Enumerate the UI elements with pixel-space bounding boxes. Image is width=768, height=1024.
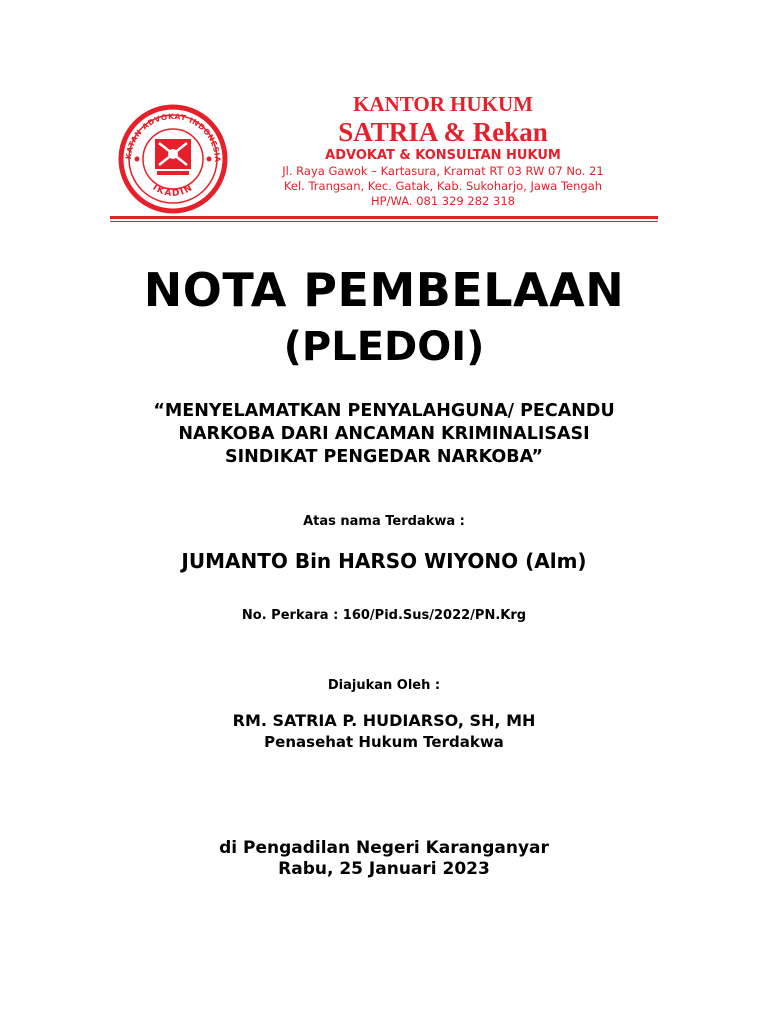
lawyer-name: RM. SATRIA P. HUDIARSO, SH, MH <box>232 711 536 730</box>
document-subtitle: (PLEDOI) <box>283 324 485 370</box>
firm-name: SATRIA & Rekan <box>338 117 548 147</box>
defendant-label: Atas nama Terdakwa : <box>303 514 465 529</box>
letterhead-rule-thin <box>110 221 658 222</box>
phone-line: HP/WA. 081 329 282 318 <box>371 194 515 208</box>
pledoi-theme-quote <box>0 400 768 469</box>
document-date: Rabu, 25 Januari 2023 <box>278 859 490 879</box>
ikadin-seal-icon <box>117 103 229 215</box>
svg-text:IKADIN <box>151 183 196 199</box>
quote-line-3: SINDIKAT PENGEDAR NARKOBA” <box>224 447 544 467</box>
seal-ring-text: KATAN ADVOKAT INDONESIA <box>123 111 223 163</box>
firm-subtitle: ADVOKAT & KONSULTAN HUKUM <box>325 148 561 163</box>
quote-line-2: NARKOBA DARI ANCAMAN KRIMINALISASI <box>178 424 590 444</box>
court-name: di Pengadilan Negeri Karanganyar <box>219 838 549 858</box>
letterhead <box>0 0 768 230</box>
document-title: NOTA PEMBELAAN <box>143 263 625 317</box>
address-line-2: Kel. Trangsan, Kec. Gatak, Kab. Sukoharjo, Jawa Tengah <box>283 179 603 193</box>
office-label: KANTOR HUKUM <box>353 92 533 116</box>
quote-line-1: “MENYELAMATKAN PENYALAHGUNA/ PECANDU <box>153 401 615 421</box>
letterhead-rule <box>110 216 658 219</box>
submitted-by-label: Diajukan Oleh : <box>327 678 441 693</box>
lawyer-role: Penasehat Hukum Terdakwa <box>264 733 504 751</box>
letterhead-text <box>228 92 658 209</box>
case-number: No. Perkara : 160/Pid.Sus/2022/PN.Krg <box>241 608 527 623</box>
seal-bottom-text: IKADIN <box>150 182 196 200</box>
address-line-1: Jl. Raya Gawok – Kartasura, Kramat RT 03 RW 07 No. 21 <box>282 164 604 178</box>
defendant-name: JUMANTO Bin HARSO WIYONO (Alm) <box>181 549 587 573</box>
